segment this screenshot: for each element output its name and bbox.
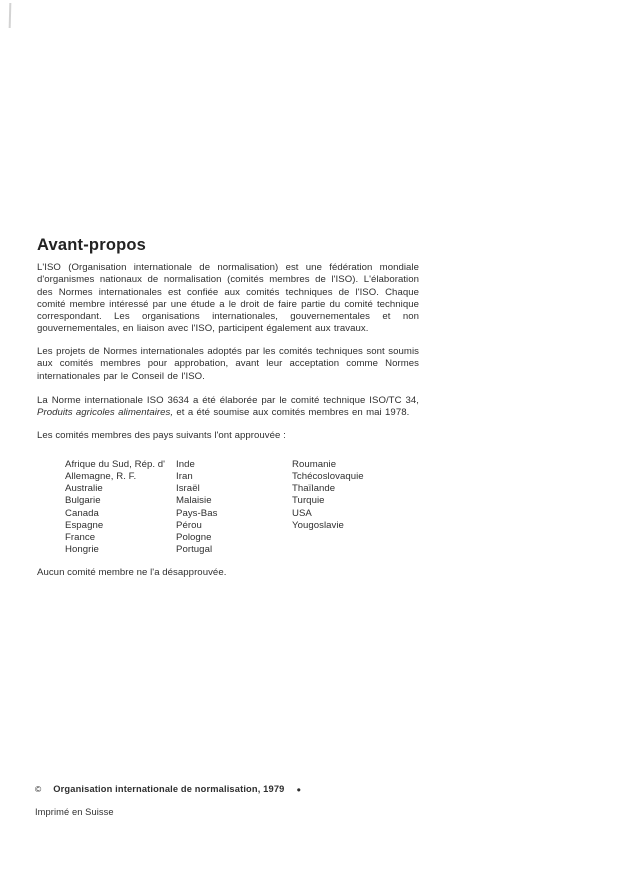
- paragraph-iso-intro: L'ISO (Organisation internationale de normalisation) est une fédération mondiale d'organismes nationaux de normalisation (comités membres de l'ISO). L'élaboration des Normes internationales est confiée aux comités techniques de l'ISO. Chaque comité membre intéressé par une étude a le droit de faire partie du comité technique correspondant. Les organisations internationales, gouvernementales et non gouvernementales, en liaison avec l'ISO, participent également aux travaux.: [37, 262, 419, 335]
- country-item: France: [65, 531, 96, 543]
- country-item: Pérou: [176, 519, 202, 531]
- country-item: Espagne: [65, 519, 104, 531]
- country-item: Canada: [65, 507, 99, 519]
- country-item: Israël: [176, 483, 200, 495]
- scan-artifact: [9, 3, 12, 28]
- approval-country-columns: [0, 459, 620, 559]
- country-item: Pologne: [176, 531, 212, 543]
- country-column-3: [292, 459, 364, 532]
- copyright-text: Organisation internationale de normalisation, 1979: [53, 784, 285, 794]
- approval-intro: Les comités membres des pays suivants l'ont approuvée :: [37, 430, 286, 441]
- country-item: Allemagne, R. F.: [65, 471, 137, 483]
- country-item: Iran: [176, 471, 193, 483]
- copyright-line: [35, 784, 301, 795]
- country-item: Thaïlande: [292, 483, 336, 495]
- bullet-icon: ●: [296, 785, 301, 795]
- country-item: Tchécoslovaquie: [292, 471, 364, 483]
- foreword-heading: Avant-propos: [37, 236, 147, 254]
- country-item: Pays-Bas: [176, 507, 218, 519]
- country-item: Hongrie: [65, 544, 99, 556]
- paragraph-draft-approval: Les projets de Normes internationales adoptés par les comités techniques sont soumis aux comités membres pour approbation, avant leur acceptation comme Normes internationales par le Conseil de l'ISO.: [37, 346, 419, 382]
- copyright-icon: ©: [35, 784, 42, 794]
- paragraph-standard-origin-prefix: La Norme internationale ISO 3634 a été élaborée par le comité technique ISO/TC 34,: [37, 395, 419, 406]
- paragraph-standard-origin: [37, 395, 419, 420]
- country-item: Inde: [176, 459, 195, 470]
- paragraph-standard-origin-suffix: et a été soumise aux comités membres en mai 1978.: [173, 407, 410, 419]
- country-item: Bulgarie: [65, 495, 101, 507]
- standard-title-italic: Produits agricoles alimentaires,: [37, 407, 174, 419]
- country-column-1: [65, 459, 165, 556]
- printed-in-note: Imprimé en Suisse: [35, 807, 114, 817]
- country-column-2: [176, 459, 217, 556]
- country-item: USA: [292, 507, 312, 519]
- country-item: Australie: [65, 483, 103, 495]
- country-item: Afrique du Sud, Rép. d': [65, 459, 166, 470]
- country-item: Yougoslavie: [292, 519, 344, 531]
- country-item: Roumanie: [292, 459, 337, 470]
- country-item: Portugal: [176, 544, 213, 556]
- disapproval-note: Aucun comité membre ne l'a désapprouvée.: [37, 567, 227, 578]
- country-item: Turquie: [292, 495, 325, 507]
- country-item: Malaisie: [176, 495, 212, 507]
